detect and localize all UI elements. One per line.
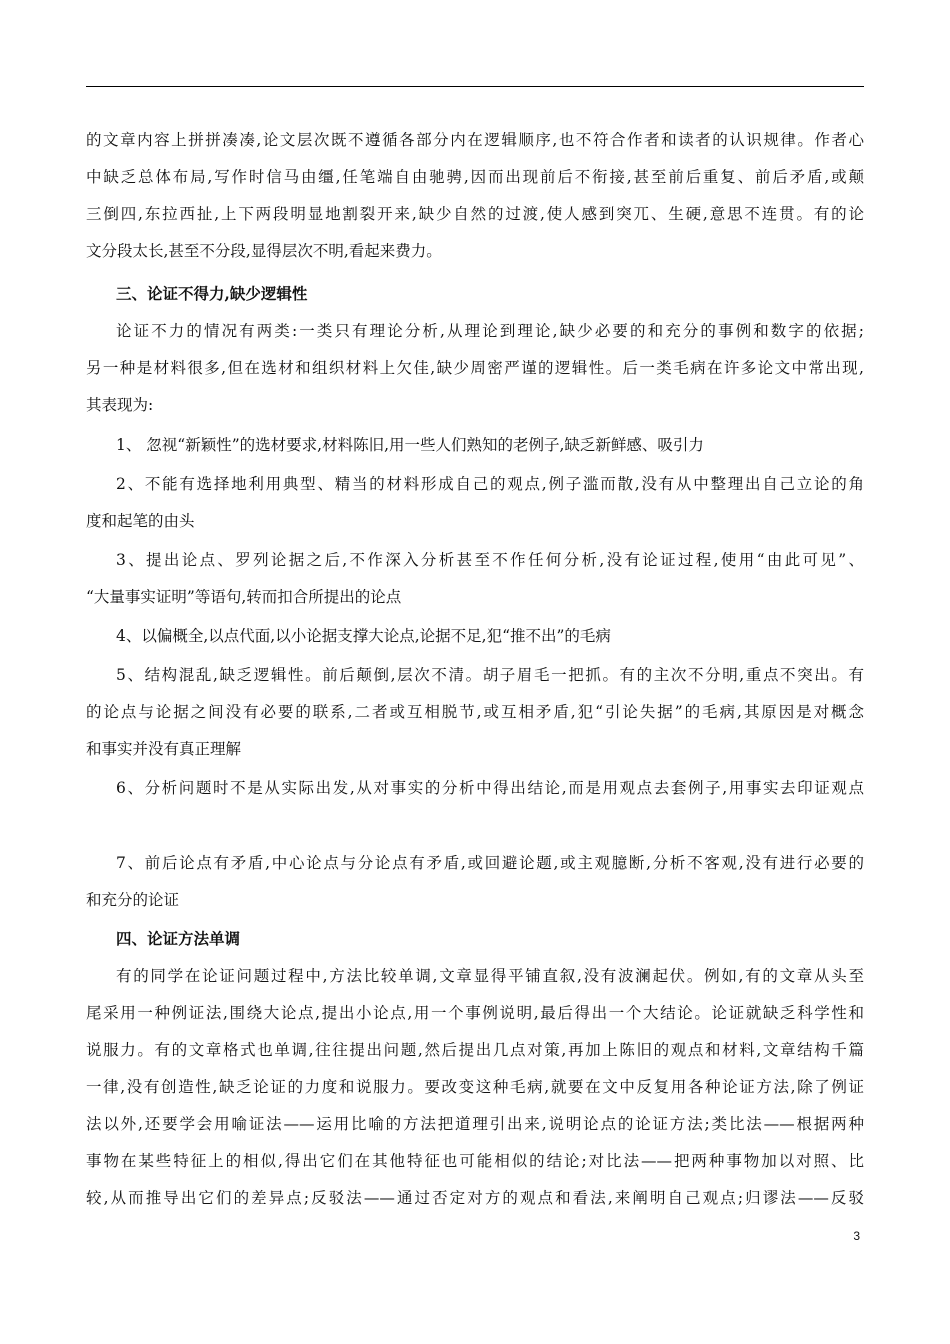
body-line: 其表现为: (86, 396, 154, 414)
body-line: 中缺乏总体布局,写作时信马由缰,任笔端自由驰骋,因而出现前后不衔接,甚至前后重复、前后矛盾,或颠 (86, 168, 864, 186)
body-line: 事物在某些特征上的相似,得出它们在其他特征也可能相似的结论;对比法——把两种事物加以对照、比 (86, 1152, 864, 1170)
list-item-5: 5、结构混乱,缺乏逻辑性。前后颠倒,层次不清。胡子眉毛一把抓。有的主次不分明,重点不突出。有 (116, 666, 864, 684)
body-line: 的文章内容上拼拼凑凑,论文层次既不遵循各部分内在逻辑顺序,也不符合作者和读者的认识规律。作者心 (86, 131, 864, 149)
body-line: 论证不力的情况有两类:一类只有理论分析,从理论到理论,缺少必要的和充分的事例和数字的依据; (116, 322, 864, 340)
body-line: 法以外,还要学会用喻证法——运用比喻的方法把道理引出来,说明论点的论证方法;类比法——根据两种 (86, 1115, 864, 1133)
list-item-2: 2、不能有选择地利用典型、精当的材料形成自己的观点,例子滥而散,没有从中整理出自己立论的角 (116, 475, 864, 493)
body-line: 一律,没有创造性,缺乏论证的力度和说服力。要改变这种毛病,就要在文中反复用各种论证方法,除了例证 (86, 1078, 864, 1096)
list-item-2-cont: 度和起笔的由头 (86, 512, 195, 530)
header-rule (86, 86, 864, 87)
list-item-5-cont: 和事实并没有真正理解 (86, 740, 242, 758)
body-line: 较,从而推导出它们的差异点;反驳法——通过否定对方的观点和看法,来阐明自己观点;归谬法——反驳 (86, 1189, 864, 1207)
list-item-3-cont: “大量事实证明”等语句,转而扣合所提出的论点 (86, 588, 402, 606)
body-line: 说服力。有的文章格式也单调,往往提出问题,然后提出几点对策,再加上陈旧的观点和材料,文章结构千篇 (86, 1041, 864, 1059)
list-item-6: 6、分析问题时不是从实际出发,从对事实的分析中得出结论,而是用观点去套例子,用事实去印证观点 (116, 779, 864, 797)
list-item-7: 7、前后论点有矛盾,中心论点与分论点有矛盾,或回避论题,或主观臆断,分析不客观,没有进行必要的 (116, 854, 864, 872)
body-line: 有的同学在论证问题过程中,方法比较单调,文章显得平铺直叙,没有波澜起伏。例如,有的文章从头至 (116, 967, 864, 985)
body-line: 另一种是材料很多,但在选材和组织材料上欠佳,缺少周密严谨的逻辑性。后一类毛病在许多论文中常出现, (86, 359, 864, 377)
section-heading-3: 三、论证不得力,缺少逻辑性 (116, 284, 308, 303)
body-line: 文分段太长,甚至不分段,显得层次不明,看起来费力。 (86, 242, 442, 260)
body-line: 三倒四,东拉西扯,上下两段明显地割裂开来,缺少自然的过渡,使人感到突兀、生硬,意思不连贯。有的论 (86, 205, 864, 223)
list-item-3: 3、提出论点、罗列论据之后,不作深入分析甚至不作任何分析,没有论证过程,使用“由此可见”、 (116, 551, 864, 569)
list-item-4: 4、以偏概全,以点代面,以小论据支撑大论点,论据不足,犯“推不出”的毛病 (116, 627, 611, 645)
list-item-7-cont: 和充分的论证 (86, 891, 180, 909)
list-item-1: 1、 忽视“新颖性”的选材要求,材料陈旧,用一些人们熟知的老例子,缺乏新鲜感、吸引力 (116, 436, 704, 454)
section-heading-4: 四、论证方法单调 (116, 929, 241, 948)
body-line: 尾采用一种例证法,围绕大论点,提出小论点,用一个事例说明,最后得出一个大结论。论证就缺乏科学性和 (86, 1004, 864, 1022)
page-number: 3 (853, 1229, 860, 1243)
list-item-5-cont: 的论点与论据之间没有必要的联系,二者或互相脱节,或互相矛盾,犯“引论失据”的毛病,其原因是对概念 (86, 703, 864, 721)
